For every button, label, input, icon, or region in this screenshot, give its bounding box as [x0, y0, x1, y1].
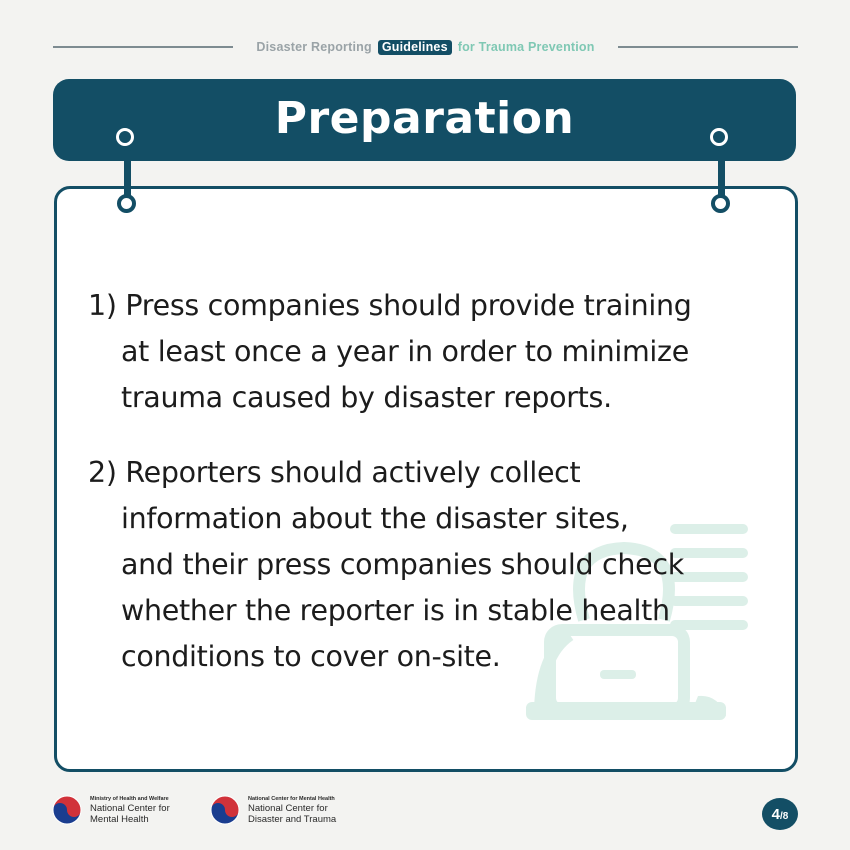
ministry-logo [52, 795, 170, 825]
page-current: 4 [771, 805, 780, 823]
hanger-ring-icon [117, 194, 136, 213]
series-header [233, 38, 618, 56]
point-line: information about the disaster sites, [121, 502, 629, 535]
point-line: 2) Reporters should actively collect [88, 456, 581, 489]
point-line: whether the reporter is in stable health [121, 594, 670, 627]
hanger-rod [718, 148, 725, 200]
hanger-rod [124, 148, 131, 200]
series-header-part2: Guidelines [378, 40, 452, 55]
org-name-line: Disaster and Trauma [248, 814, 337, 825]
page-slash: / [780, 810, 783, 822]
header-divider-right [618, 46, 798, 48]
org-name-line: National Center for [90, 803, 170, 814]
hanger-ring-icon [711, 194, 730, 213]
point-line: conditions to cover on-site. [121, 640, 501, 673]
header-divider-left [53, 46, 233, 48]
hanger-ring-icon [116, 128, 134, 146]
org-small-label: National Center for Mental Health [248, 796, 335, 802]
point-line: 1) Press companies should provide training [88, 289, 692, 322]
guideline-point-2 [88, 450, 768, 680]
taegeuk-emblem-icon [210, 795, 240, 825]
series-header-part1: Disaster Reporting [256, 40, 372, 54]
point-line: and their press companies should check [121, 548, 684, 581]
guideline-point-1 [88, 283, 768, 421]
taegeuk-emblem-icon [52, 795, 82, 825]
series-header-part3: for Trauma Prevention [457, 40, 595, 54]
page-title: Preparation [274, 92, 575, 144]
point-line: trauma caused by disaster reports. [121, 381, 612, 414]
org-small-label: Ministry of Health and Welfare [90, 796, 169, 802]
page-total: 8 [782, 810, 789, 822]
page-indicator [762, 798, 798, 830]
org-name-line: Mental Health [90, 814, 149, 825]
hanger-ring-icon [710, 128, 728, 146]
point-line: at least once a year in order to minimize [121, 335, 689, 368]
org-name-line: National Center for [248, 803, 328, 814]
center-logo [210, 795, 336, 825]
title-banner [53, 79, 796, 161]
